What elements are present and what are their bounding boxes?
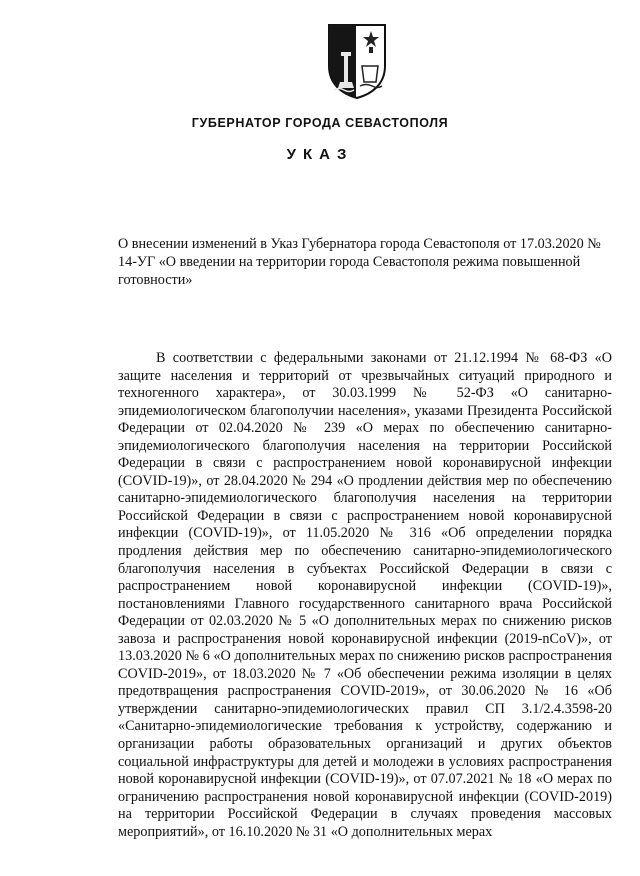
body-paragraph: В соответствии с федеральными законами от 21.12.1994 № 68-ФЗ «О защите населения и территорий от чрезвычайных ситуаций природного и техногенного характера», от 30.03.1999 № 52-ФЗ «О санитарно-эпидемиологическом благополучии населения», указами Президента Российской Федерации от 02.04.2020 № 239 «О мерах по обеспечению санитарно-эпидемиологического благополучия населения на территории Российской Федерации в связи с распространением новой коронавирусной инфекции (COVID-19)», от 28.04.2020 № 294 «О продлении действия мер по обеспечению санитарно-эпидемиологического благополучия населения на территории Российской Федерации в связи с распространением новой коронавирусной инфекции (COVID-19)», от 11.05.2020 № 316 «Об определении порядка продления действия мер по обеспечению санитарно-эпидемиологического благополучия населения в субъектах Российской Федерации в связи с распространением новой коронавирусной инфекции (COVID-19)», постановлениями Главного государственного санитарного врача Российской Федерации от 02.03.2020 № 5 «О дополнительных мерах по снижению рисков завоза и распространения новой коронавирусной инфекции (2019-nCoV)», от 13.03.2020 № 6 «О дополнительных мерах по снижению рисков распространения COVID-2019», от 18.03.2020 № 7 «Об обеспечении режима изоляции в целях предотвращения распространения COVID-2019», от 30.06.2020 № 16 «Об утверждении санитарно-эпидемиологических правил СП 3.1/2.4.3598-20 «Санитарно-эпидемиологические требования к устройству, содержанию и организации работы образовательных организаций и других объектов социальной инфраструктуры для детей и молодежи в условиях распространения новой коронавирусной инфекции (COVID-19)», от 07.07.2021 № 18 «О мерах по ограничению распространения новой коронавирусной инфекции (COVID-2019) на территории Российской Федерации в случаях проведения массовых мероприятий», от 16.10.2020 № 31 «О дополнительных мерах <box>118 350 612 840</box>
sevastopol-coat-of-arms-icon <box>326 22 388 100</box>
document-type-heading: УКАЗ <box>286 146 354 163</box>
decree-subject: О внесении изменений в Указ Губернатора города Севастополя от 17.03.2020 № 14-УГ «О введении на территории города Севастополя режима повышенной готовности» <box>118 236 601 288</box>
issuing-authority: ГУБЕРНАТОР ГОРОДА СЕВАСТОПОЛЯ <box>191 116 449 130</box>
